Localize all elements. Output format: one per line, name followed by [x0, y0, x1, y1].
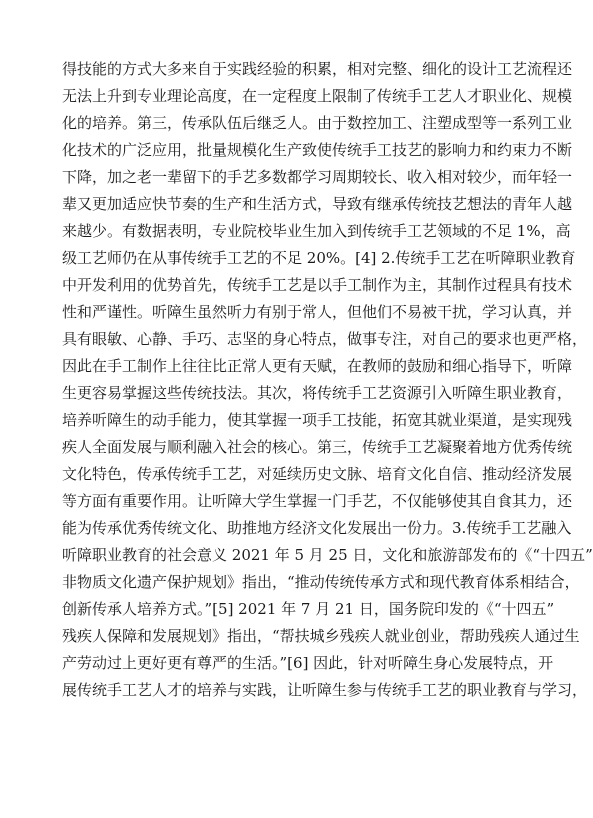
text-line: 性和严谨性。听障生虽然听力有别于常人，但他们不易被干扰，学习认真，并: [62, 303, 573, 321]
text-line: 化技术的广泛应用，批量规模化生产致使传统手工技艺的影响力和约束力不断: [62, 141, 573, 159]
text-line: 得技能的方式大多来自于实践经验的积累，相对完整、细化的设计工艺流程还: [62, 60, 573, 78]
text-line: 中开发利用的优势首先，传统手工艺是以手工制作为主，其制作过程具有技术: [62, 276, 573, 294]
text-line: 文化特色，传承传统手工艺，对延续历史文脉、培育文化自信、推动经济发展: [62, 465, 573, 483]
text-line: 无法上升到专业理论高度，在一定程度上限制了传统手工艺人才职业化、规模: [62, 87, 573, 105]
text-line: 等方面有重要作用。让听障大学生掌握一门手艺，不仅能够使其自食其力，还: [62, 492, 573, 510]
text-line: 辈又更加适应快节奏的生产和生活方式，导致有继承传统技艺想法的青年人越: [62, 195, 573, 213]
text-line: 生更容易掌握这些传统技法。其次，将传统手工艺资源引入听障生职业教育，: [62, 384, 573, 402]
text-line: 因此在手工制作上往往比正常人更有天赋，在教师的鼓励和细心指导下，听障: [62, 357, 573, 375]
text-line: 残疾人保障和发展规划》指出，“帮扶城乡残疾人就业创业，帮助残疾人通过生: [62, 627, 580, 645]
text-line: 培养听障生的动手能力，使其掌握一项手工技能，拓宽其就业渠道，是实现残: [62, 411, 573, 429]
text-line: 级工艺师仍在从事传统手工艺的不足 20%。[4] 2.传统手工艺在听障职业教育: [62, 249, 576, 267]
text-line: 来越少。有数据表明，专业院校毕业生加入到传统手工艺领域的不足 1%，高: [62, 222, 571, 240]
text-line: 具有眼敏、心静、手巧、志坚的身心特点，做事专注，对自己的要求也更严格，: [62, 330, 588, 348]
text-line: 疾人全面发展与顺利融入社会的核心。第三，传统手工艺凝聚着地方优秀传统: [62, 438, 573, 456]
text-line: 创新传承人培养方式。”[5] 2021 年 7 月 21 日，国务院印发的《“十四五”: [62, 600, 555, 618]
text-line: 非物质文化遗产保护规划》指出，“推动传统传承方式和现代教育体系相结合，: [62, 573, 580, 591]
text-line: 听障职业教育的社会意义 2021 年 5 月 25 日，文化和旅游部发布的《“十四五”: [62, 546, 593, 564]
text-line: 产劳动过上更好更有尊严的生活。”[6] 因此，针对听障生身心发展特点，开: [62, 654, 554, 672]
text-line: 化的培养。第三，传承队伍后继乏人。由于数控加工、注塑成型等一系列工业: [62, 114, 573, 132]
text-line: 下降，加之老一辈留下的手艺多数都学习周期较长、收入相对较少，而年轻一: [62, 168, 573, 186]
text-line: 能为传承优秀传统文化、助推地方经济文化发展出一份力。3.传统手工艺融入: [62, 519, 572, 537]
text-line: 展传统手工艺人才的培养与实践，让听障生参与传统手工艺的职业教育与学习，: [62, 681, 588, 699]
body-text: [62, 56, 593, 704]
